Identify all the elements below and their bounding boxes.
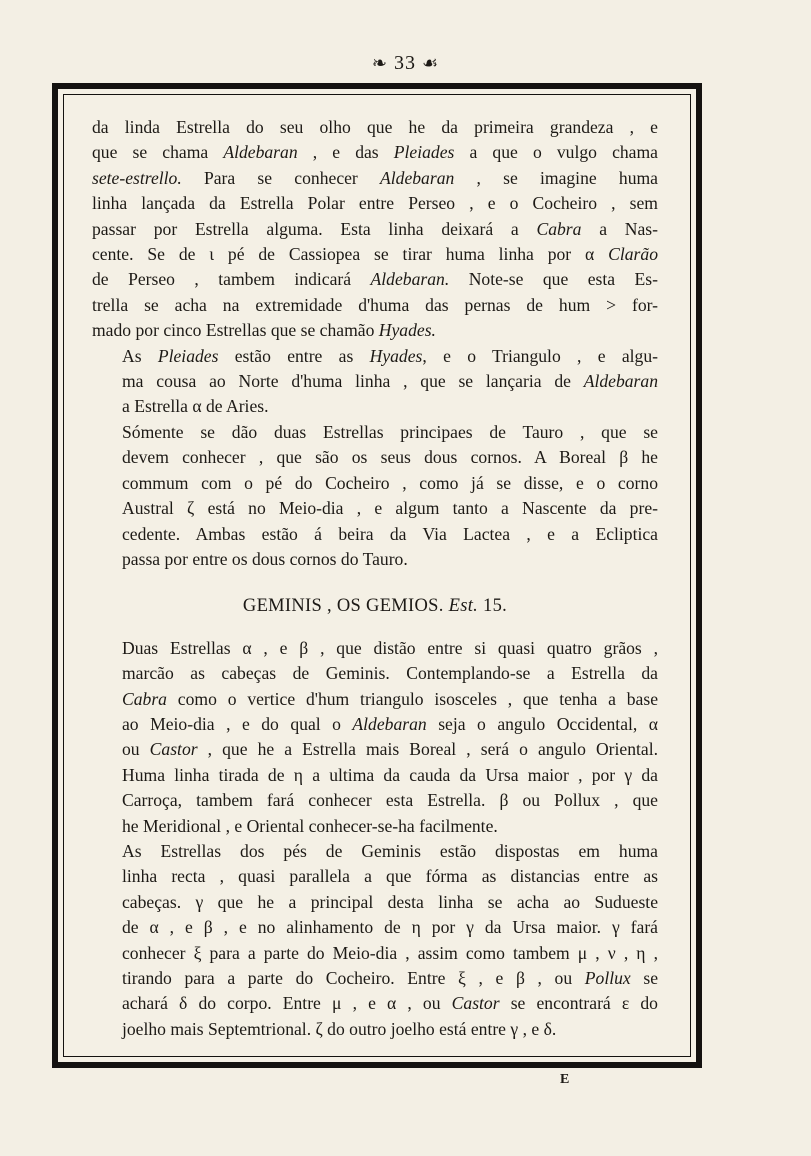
page-body [92,115,658,1042]
paragraph-2 [92,344,658,420]
text-line: tirando para a parte do Cocheiro. Entre ξ , e β , ou Pollux se [122,968,658,988]
text-line: linha recta , quasi parallela a que fórma as distancias entre as [122,866,658,887]
page-header [0,52,811,75]
text-line: Duas Estrellas α , e β , que distão entre si quasi quatro grãos , [122,637,658,658]
text-line: sete-estrello. Para se conhecer Aldebaran , se imagine huma [92,167,658,188]
text-line: passar por Estrella alguma. Esta linha deixará a Cabra a Nas- [92,218,659,239]
text-line: joelho mais Septemtrional. ζ do outro joelho está entre γ , e δ. [122,1018,557,1039]
paragraph-1 [92,115,658,344]
text-line: da linda Estrella do seu olho que he da primeira grandeza , e [92,117,658,137]
text-line: conhecer ξ para a parte do Meio-dia , assim como tambem μ , ν , η , [122,942,658,963]
ornament-right-icon: ☙ [421,53,440,73]
text-line: commum com o pé do Cocheiro , como já se disse, e o corno [122,472,658,493]
signature-mark: E [560,1072,570,1087]
page-border-frame [52,83,702,1068]
text-line: As Estrellas dos pés de Geminis estão dispostas em huma [122,840,658,861]
text-line: de Perseo , tambem indicará Aldebaran. Note-se que esta Es- [92,269,658,290]
ornament-left-icon: ❧ [371,53,388,73]
text-line: devem conhecer , que são os seus dous cornos. A Boreal β he [122,447,658,468]
text-line: achará δ do corpo. Entre μ , e α , ou Castor se encontrará ε do [122,993,658,1014]
text-line: Austral ζ está no Meio-dia , e algum tanto a Nascente da pre- [122,498,658,519]
text-line: Carroça, tambem fará conhecer esta Estrella. β ou Pollux , que [122,790,658,811]
text-line: Cabra como o vertice d'hum triangulo isosceles , que tenha a base [122,688,658,709]
text-line: trella se acha na extremidade d'huma das pernas de hum > for- [92,294,658,315]
text-line: marcão as cabeças de Geminis. Contemplando-se a Estrella da [122,663,658,684]
text-line: ma cousa ao Norte d'huma linha , que se lançaria de Aldebaran [122,371,658,392]
text-line: he Meridional , e Oriental conhecer-se-ha facilmente. [122,815,498,836]
text-line: As Pleiades estão entre as Hyades, e o Triangulo , e algu- [122,345,658,366]
text-line: mado por cinco Estrellas que se chamão Hyades. [92,320,436,341]
section-plate-number: 15. [483,596,508,617]
text-line: linha lançada da Estrella Polar entre Perseo , e o Cocheiro , sem [92,193,658,214]
section-title-text: GEMINIS , OS GEMIOS. [242,596,444,617]
paragraph-4 [92,636,658,839]
section-plate-label: Est. [448,596,479,617]
text-line: Sómente se dão duas Estrellas principaes de Tauro , que se [122,421,658,442]
text-line: cente. Se de ι pé de Cassiopea se tirar huma linha por α Clarão [92,244,658,265]
text-line: de α , e β , e no alinhamento de η por γ da Ursa maior. γ fará [122,917,658,938]
text-line: passa por entre os dous cornos do Tauro. [122,548,408,569]
text-line: a Estrella α de Aries. [122,396,269,417]
section-title [92,594,658,619]
text-line: cedente. Ambas estão á beira da Via Lactea , e a Ecliptica [122,523,658,544]
text-line: Huma linha tirada de η a ultima da cauda da Ursa maior , por γ da [122,764,658,785]
text-line: ou Castor , que he a Estrella mais Boreal , será o angulo Oriental. [122,739,658,760]
text-line: que se chama Aldebaran , e das Pleiades a que o vulgo chama [92,142,658,163]
paragraph-3 [92,420,658,572]
text-line: cabeças. γ que he a principal desta linha se acha ao Sudueste [122,891,658,912]
paragraph-5 [92,839,658,1042]
page-number: 33 [393,52,416,74]
text-line: ao Meio-dia , e do qual o Aldebaran seja o angulo Occidental, α [122,713,659,734]
